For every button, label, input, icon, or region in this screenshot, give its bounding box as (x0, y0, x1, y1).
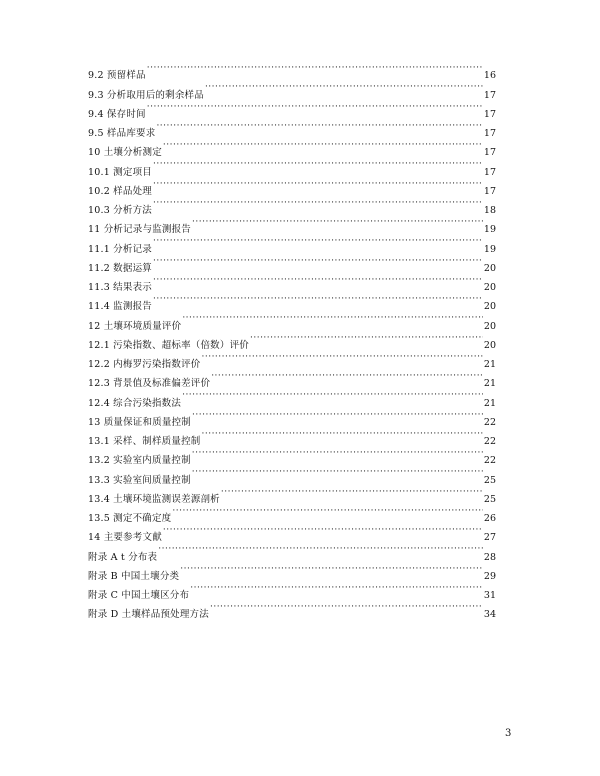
toc-entry-title: 11 分析记录与监测报告 (88, 224, 192, 236)
toc-entry-page: 17 (483, 185, 496, 197)
toc-entry-title: 13.4 土壤环境监测误差源剖析 (88, 493, 220, 505)
dot-leader (172, 502, 483, 521)
toc-entry-page: 28 (483, 551, 496, 563)
toc-entry-page: 29 (483, 570, 496, 582)
dot-leader (147, 98, 483, 117)
toc-entry-page: 17 (483, 147, 496, 159)
toc-entry-title: 12.4 综合污染指数法 (88, 397, 182, 409)
dot-leader (192, 406, 483, 425)
dot-leader (163, 136, 483, 155)
toc-entry-title: 10 土壤分析测定 (88, 147, 162, 159)
toc-entry-title: 12.1 污染指数、超标率（倍数）评价 (88, 339, 249, 351)
toc-entry-page: 34 (483, 609, 496, 621)
toc-entry-page: 20 (483, 320, 496, 332)
toc-entry-page: 21 (483, 378, 496, 390)
dot-leader (180, 560, 483, 579)
toc-entry-page: 19 (483, 224, 496, 236)
toc-entry-page: 20 (483, 301, 496, 313)
toc-entry-page: 20 (483, 339, 496, 351)
toc-entry[interactable] (88, 78, 496, 101)
toc-entry-page: 22 (483, 416, 496, 428)
toc-entry-page: 31 (483, 590, 496, 601)
dot-leader (153, 194, 483, 213)
dot-leader (153, 232, 483, 251)
toc-entry-title: 11.1 分析记录 (88, 243, 152, 255)
dot-leader (192, 444, 483, 463)
toc-entry-title: 10.1 测定项目 (88, 166, 152, 178)
dot-leader (153, 175, 483, 194)
dot-leader (210, 598, 483, 617)
toc-entry-page: 22 (483, 455, 496, 467)
toc-entry-page: 21 (483, 359, 496, 370)
dot-leader (201, 425, 482, 444)
toc-entry-page: 26 (483, 513, 496, 524)
page-number: 3 (505, 728, 512, 739)
dot-leader (201, 348, 482, 367)
dot-leader (205, 78, 483, 97)
dot-leader (192, 213, 483, 232)
toc-entry-title: 9.2 预留样品 (88, 70, 146, 82)
dot-leader (153, 252, 483, 271)
toc-entry-title: 附录 D 土壤样品预处理方法 (88, 609, 209, 621)
toc-entry-page: 25 (483, 493, 496, 505)
dot-leader (182, 309, 483, 328)
dot-leader (190, 579, 483, 598)
toc-entry-page: 17 (483, 128, 496, 139)
toc-entry-title: 14 主要参考文献 (88, 532, 162, 544)
dot-leader (153, 290, 483, 309)
toc-entry-page: 21 (483, 397, 496, 409)
toc-entry-title: 11.4 监测报告 (88, 301, 152, 313)
toc-entry[interactable] (88, 98, 496, 120)
toc-entry-page: 17 (483, 166, 496, 178)
toc-entry-title: 13.5 测定不确定度 (88, 513, 172, 524)
toc-entry-title: 附录 C 中国土壤区分布 (88, 590, 190, 601)
dot-leader (147, 59, 483, 78)
dot-leader (156, 117, 482, 136)
toc-entry-title: 附录 A t 分布表 (88, 551, 158, 563)
toc-entry-title: 13.3 实验室间质量控制 (88, 474, 191, 486)
toc-entry-page: 20 (483, 262, 496, 274)
dot-leader (153, 271, 483, 290)
dot-leader (192, 463, 483, 482)
toc-entry-title: 13.2 实验室内质量控制 (88, 455, 191, 467)
toc-entry-title: 11.3 结果表示 (88, 282, 152, 293)
table-of-contents (88, 59, 496, 621)
dot-leader (158, 540, 483, 559)
toc-entry-title: 12 土壤环境质量评价 (88, 320, 182, 332)
toc-entry-page: 17 (483, 108, 496, 120)
toc-entry-title: 11.2 数据运算 (88, 262, 152, 274)
toc-entry-title: 10.3 分析方法 (88, 205, 152, 216)
toc-entry-page: 22 (483, 436, 496, 447)
toc-entry-title: 9.5 样品库要求 (88, 128, 156, 139)
toc-entry-title: 13 质量保证和质量控制 (88, 416, 192, 428)
toc-entry-page: 18 (483, 205, 496, 216)
toc-entry-title: 附录 B 中国土壤分类 (88, 570, 180, 582)
toc-entry-title: 12.3 背景值及标准偏差评价 (88, 378, 211, 390)
toc-entry-title: 9.3 分析取用后的剩余样品 (88, 89, 204, 101)
toc-entry[interactable] (88, 59, 496, 82)
dot-leader (153, 155, 483, 174)
dot-leader (163, 521, 483, 540)
toc-entry-title: 12.2 内梅罗污染指数评价 (88, 359, 201, 370)
toc-entry-page: 19 (483, 243, 496, 255)
dot-leader (211, 367, 483, 386)
dot-leader (182, 386, 483, 405)
toc-entry-page: 27 (483, 532, 496, 544)
toc-entry-title: 9.4 保存时间 (88, 108, 146, 120)
toc-entry-page: 16 (483, 70, 496, 82)
toc-entry-title: 13.1 采样、制样质量控制 (88, 436, 201, 447)
dot-leader (250, 329, 483, 348)
toc-entry-page: 17 (483, 89, 496, 101)
toc-entry-page: 25 (483, 474, 496, 486)
dot-leader (221, 483, 483, 502)
toc-entry-title: 10.2 样品处理 (88, 185, 152, 197)
toc-entry[interactable] (88, 117, 496, 139)
toc-entry-page: 20 (483, 282, 496, 293)
